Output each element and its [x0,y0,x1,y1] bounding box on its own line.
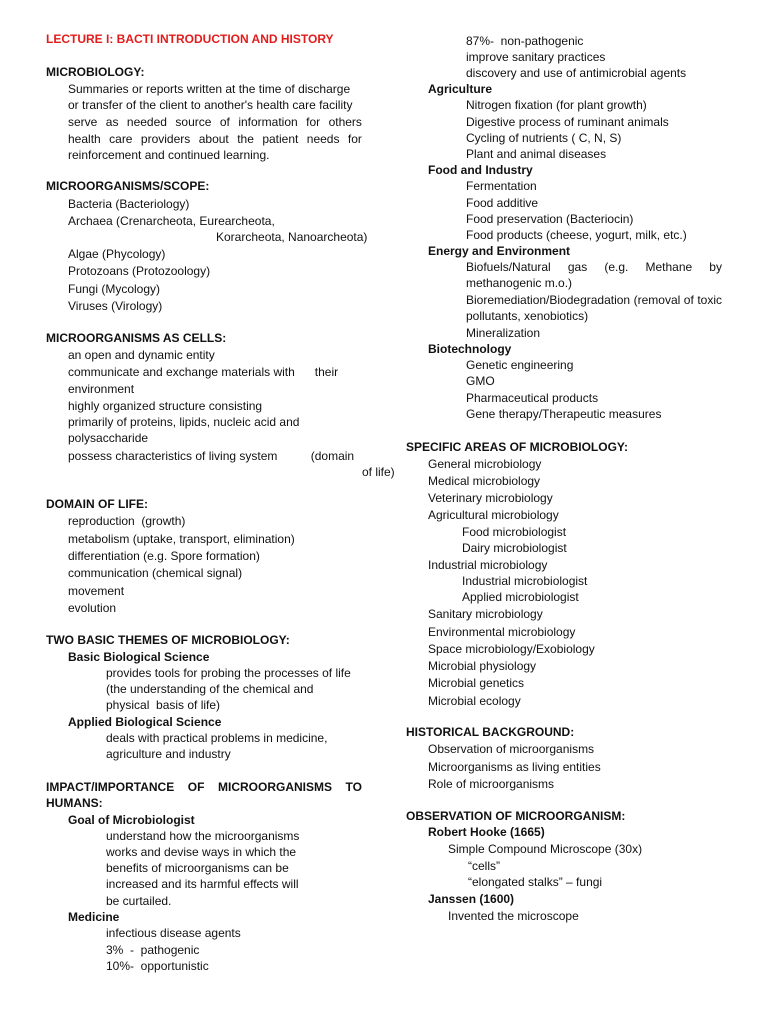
list-item-text: Fungi (Mycology) [68,282,161,296]
document-title: LECTURE I: BACTI INTRODUCTION AND HISTORY [46,32,334,46]
list-item-text: Industrial microbiology [428,558,548,572]
list-item-text: Mineralization [466,326,541,340]
numbered-heading: Agriculture [428,82,493,96]
list-item-text: Gene therapy/Therapeutic measures [466,407,662,421]
list-item-text: “elongated stalks” – fungi [468,875,603,889]
list-item-text: differentiation (e.g. Spore formation) [68,549,260,563]
list-item-text: Archaea (Crenarcheota, Eurearcheota, [68,214,275,228]
list-item-text: Industrial microbiologist [462,574,588,588]
list-item-text: or transfer of the client to another's health care facility [68,98,353,112]
section-heading: HUMANS: [46,796,103,810]
list-item-text: agriculture and industry [106,747,231,761]
list-item-text: reinforcement and continued learning. [68,148,270,162]
section-heading: IMPACT/IMPORTANCE OF MICROORGANISMS TO [46,780,362,794]
list-item-text: possess characteristics of living system (domain [68,449,355,463]
list-item-text: Agricultural microbiology [428,508,559,522]
list-item-text: physical basis of life) [106,698,221,712]
section-heading: MICROORGANISMS AS CELLS: [46,331,227,345]
list-item-text: Food products (cheese, yogurt, milk, etc.) [466,228,687,242]
list-item-text: Cycling of nutrients ( C, N, S) [466,131,622,145]
section-heading: HISTORICAL BACKGROUND: [406,725,575,739]
list-item-text: discovery and use of antimicrobial agents [466,66,687,80]
list-item-text: Pharmaceutical products [466,391,599,405]
list-item-text: Medical microbiology [428,474,541,488]
list-item-text: General microbiology [428,457,542,471]
numbered-heading: Basic Biological Science [68,650,210,664]
left-column [46,0,395,1024]
list-item-text: Summaries or reports written at the time of discharge [68,82,351,96]
list-item-text: Microbial genetics [428,676,525,690]
list-item-text: of life) [362,465,395,479]
list-item-text: Algae (Phycology) [68,247,166,261]
section-heading: TWO BASIC THEMES OF MICROBIOLOGY: [46,633,290,647]
list-item-text: methanogenic m.o.) [466,276,573,290]
list-item-text: Microorganisms as living entities [428,760,601,774]
list-item-text: improve sanitary practices [466,50,606,64]
list-item-text: Role of microorganisms [428,777,555,791]
list-item-text: increased and its harmful effects will [106,877,299,891]
numbered-heading: Food and Industry [428,163,533,177]
list-item-text: understand how the microorganisms [106,829,300,843]
list-item-text: movement [68,584,125,598]
list-item-text: Food additive [466,196,539,210]
list-item-text: Digestive process of ruminant animals [466,115,669,129]
numbered-heading: Medicine [68,910,120,924]
list-item-text: “cells” [468,859,500,873]
list-item-text: Bacteria (Bacteriology) [68,197,190,211]
list-item-text: highly organized structure consisting [68,399,263,413]
list-item-text: pollutants, xenobiotics) [466,309,589,323]
list-item-text: be curtailed. [106,894,172,908]
list-item-text: deals with practical problems in medicine, [106,731,328,745]
list-item-text: (the understanding of the chemical and [106,682,314,696]
list-item-text: polysaccharide [68,431,149,445]
section-heading: OBSERVATION OF MICROORGANISM: [406,809,626,823]
section-heading: MICROBIOLOGY: [46,65,145,79]
list-item-text: 87%- non-pathogenic [466,34,584,48]
list-item-text: Applied microbiologist [462,590,579,604]
list-item-text: environment [68,382,135,396]
list-item-text: Observation of microorganisms [428,742,595,756]
list-item-text: health care providers about the patient needs for [68,132,362,146]
list-item-text: Nitrogen fixation (for plant growth) [466,98,647,112]
section-heading: DOMAIN OF LIFE: [46,497,148,511]
list-item-text: GMO [466,374,495,388]
list-item-text: Microbial physiology [428,659,537,673]
list-item-text: Food microbiologist [462,525,567,539]
list-item-text: Dairy microbiologist [462,541,567,555]
list-item-text: evolution [68,601,117,615]
numbered-heading: Energy and Environment [428,244,571,258]
list-item-text: infectious disease agents [106,926,241,940]
numbered-heading: Robert Hooke (1665) [428,825,545,839]
list-item-text: Plant and animal diseases [466,147,607,161]
section-heading: SPECIFIC AREAS OF MICROBIOLOGY: [406,440,629,454]
list-item-text: 3% - pathogenic [106,943,200,957]
list-item-text: Korarcheota, Nanoarcheota) [216,230,368,244]
list-item-text: Invented the microscope [448,909,579,923]
list-item-text: Veterinary microbiology [428,491,553,505]
list-item-text: Protozoans (Protozoology) [68,264,211,278]
list-item-text: communication (chemical signal) [68,566,243,580]
list-item-text: 10%- opportunistic [106,959,209,973]
numbered-heading: Applied Biological Science [68,715,222,729]
list-item-text: Bioremediation/Biodegradation (removal of toxic [466,293,722,307]
list-item-text: Genetic engineering [466,358,574,372]
list-item-text: communicate and exchange materials with their [68,365,339,379]
list-item-text: metabolism (uptake, transport, elimination) [68,532,295,546]
right-column [406,0,722,1024]
numbered-heading: Biotechnology [428,342,512,356]
list-item-text: Viruses (Virology) [68,299,163,313]
list-item-text: serve as needed source of information for others [68,115,362,129]
list-item-text: Fermentation [466,179,537,193]
list-item-text: primarily of proteins, lipids, nucleic acid and [68,415,300,429]
list-item-text: Space microbiology/Exobiology [428,642,595,656]
list-item-text: Food preservation (Bacteriocin) [466,212,634,226]
list-item-text: Biofuels/Natural gas (e.g. Methane by [466,260,722,274]
list-item-text: an open and dynamic entity [68,348,215,362]
section-heading: MICROORGANISMS/SCOPE: [46,179,210,193]
list-item-text: reproduction (growth) [68,514,186,528]
list-item-text: Microbial ecology [428,694,521,708]
list-item-text: Environmental microbiology [428,625,576,639]
list-item-text: works and devise ways in which the [106,845,297,859]
list-item-text: provides tools for probing the processes of life [106,666,351,680]
list-item-text: Simple Compound Microscope (30x) [448,842,643,856]
numbered-heading: Goal of Microbiologist [68,813,195,827]
list-item-text: Sanitary microbiology [428,607,543,621]
list-item-text: benefits of microorganisms can be [106,861,289,875]
numbered-heading: Janssen (1600) [428,892,515,906]
